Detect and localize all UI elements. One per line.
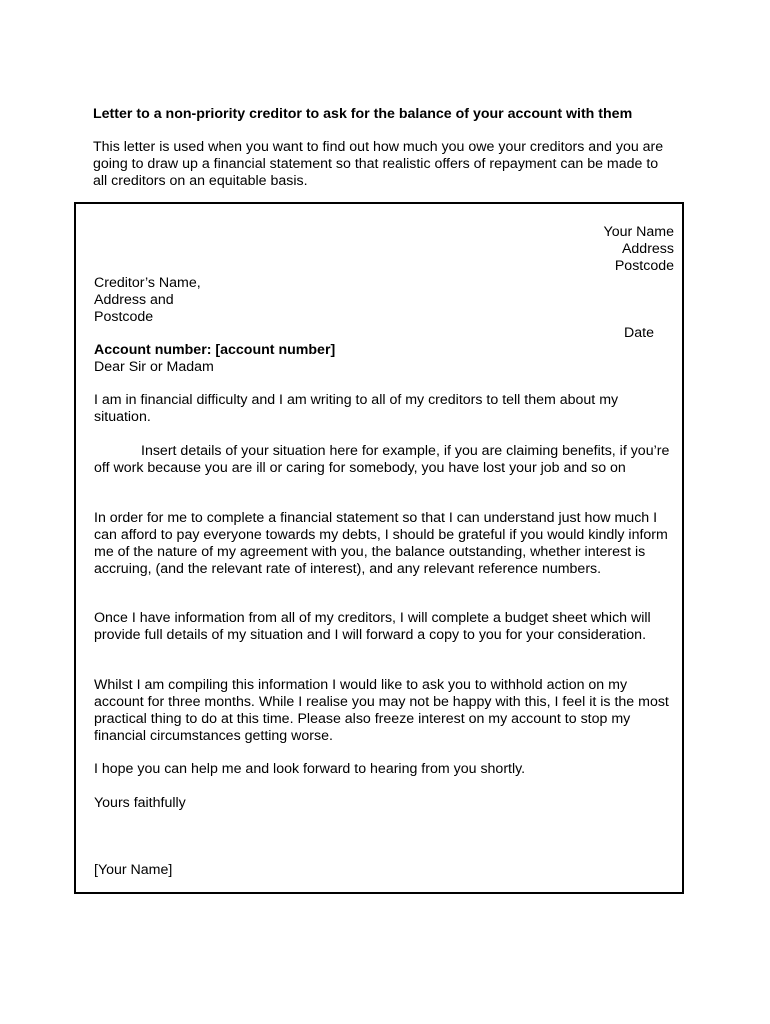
paragraph-closing: I hope you can help me and look forward to hearing from you shortly.	[94, 761, 526, 777]
document-intro: This letter is used when you want to find out how much you owe your creditors and you are going to draw up a financial statement so that realistic offers of repayment can be made to all creditors on an equitable basis.	[93, 139, 664, 189]
creditor-name: Creditor’s Name,	[94, 275, 201, 291]
creditor-postcode: Postcode	[94, 309, 154, 325]
paragraph-withhold-action: Whilst I am compiling this information I would like to ask you to withhold action on my account for three months. While I realise you may not be happy with this, I feel it is the most practical thing to do at this time. Please also freeze interest on my account to stop my financial circumstances getting worse.	[94, 677, 669, 744]
salutation: Dear Sir or Madam	[94, 359, 214, 375]
sender-address: Address	[621, 241, 674, 257]
sender-name: Your Name	[603, 224, 674, 240]
account-number: Account number: [account number]	[94, 342, 336, 358]
signature-placeholder: [Your Name]	[94, 862, 173, 878]
sender-postcode: Postcode	[614, 258, 674, 274]
creditor-address: Address and	[94, 292, 174, 308]
creditor-address-block	[94, 275, 201, 326]
letter-template-box	[74, 202, 684, 894]
letter-date: Date	[624, 325, 654, 341]
document-heading: Letter to a non-priority creditor to ask for the balance of your account with them	[93, 106, 633, 122]
paragraph-budget-sheet: Once I have information from all of my creditors, I will complete a budget sheet which will provide full details of my situation and I will forward a copy to you for your consideration.	[94, 610, 651, 643]
paragraph-request: In order for me to complete a financial statement so that I can understand just how much I can afford to pay everyone towards my debts, I should be grateful if you would kindly inform me of the nature of my agreement with you, the balance outstanding, whether interest is accruing, (and the relevant rate of interest), and any relevant reference numbers.	[94, 510, 668, 577]
paragraph-situation: I am in financial difficulty and I am writing to all of my creditors to tell them about my situation.	[94, 392, 619, 425]
signoff: Yours faithfully	[94, 795, 186, 811]
paragraph-details-placeholder: Insert details of your situation here for example, if you are claiming benefits, if you’re off work because you are ill or caring for somebody, you have lost your job and so on	[94, 443, 670, 476]
sender-address-block	[604, 224, 674, 275]
